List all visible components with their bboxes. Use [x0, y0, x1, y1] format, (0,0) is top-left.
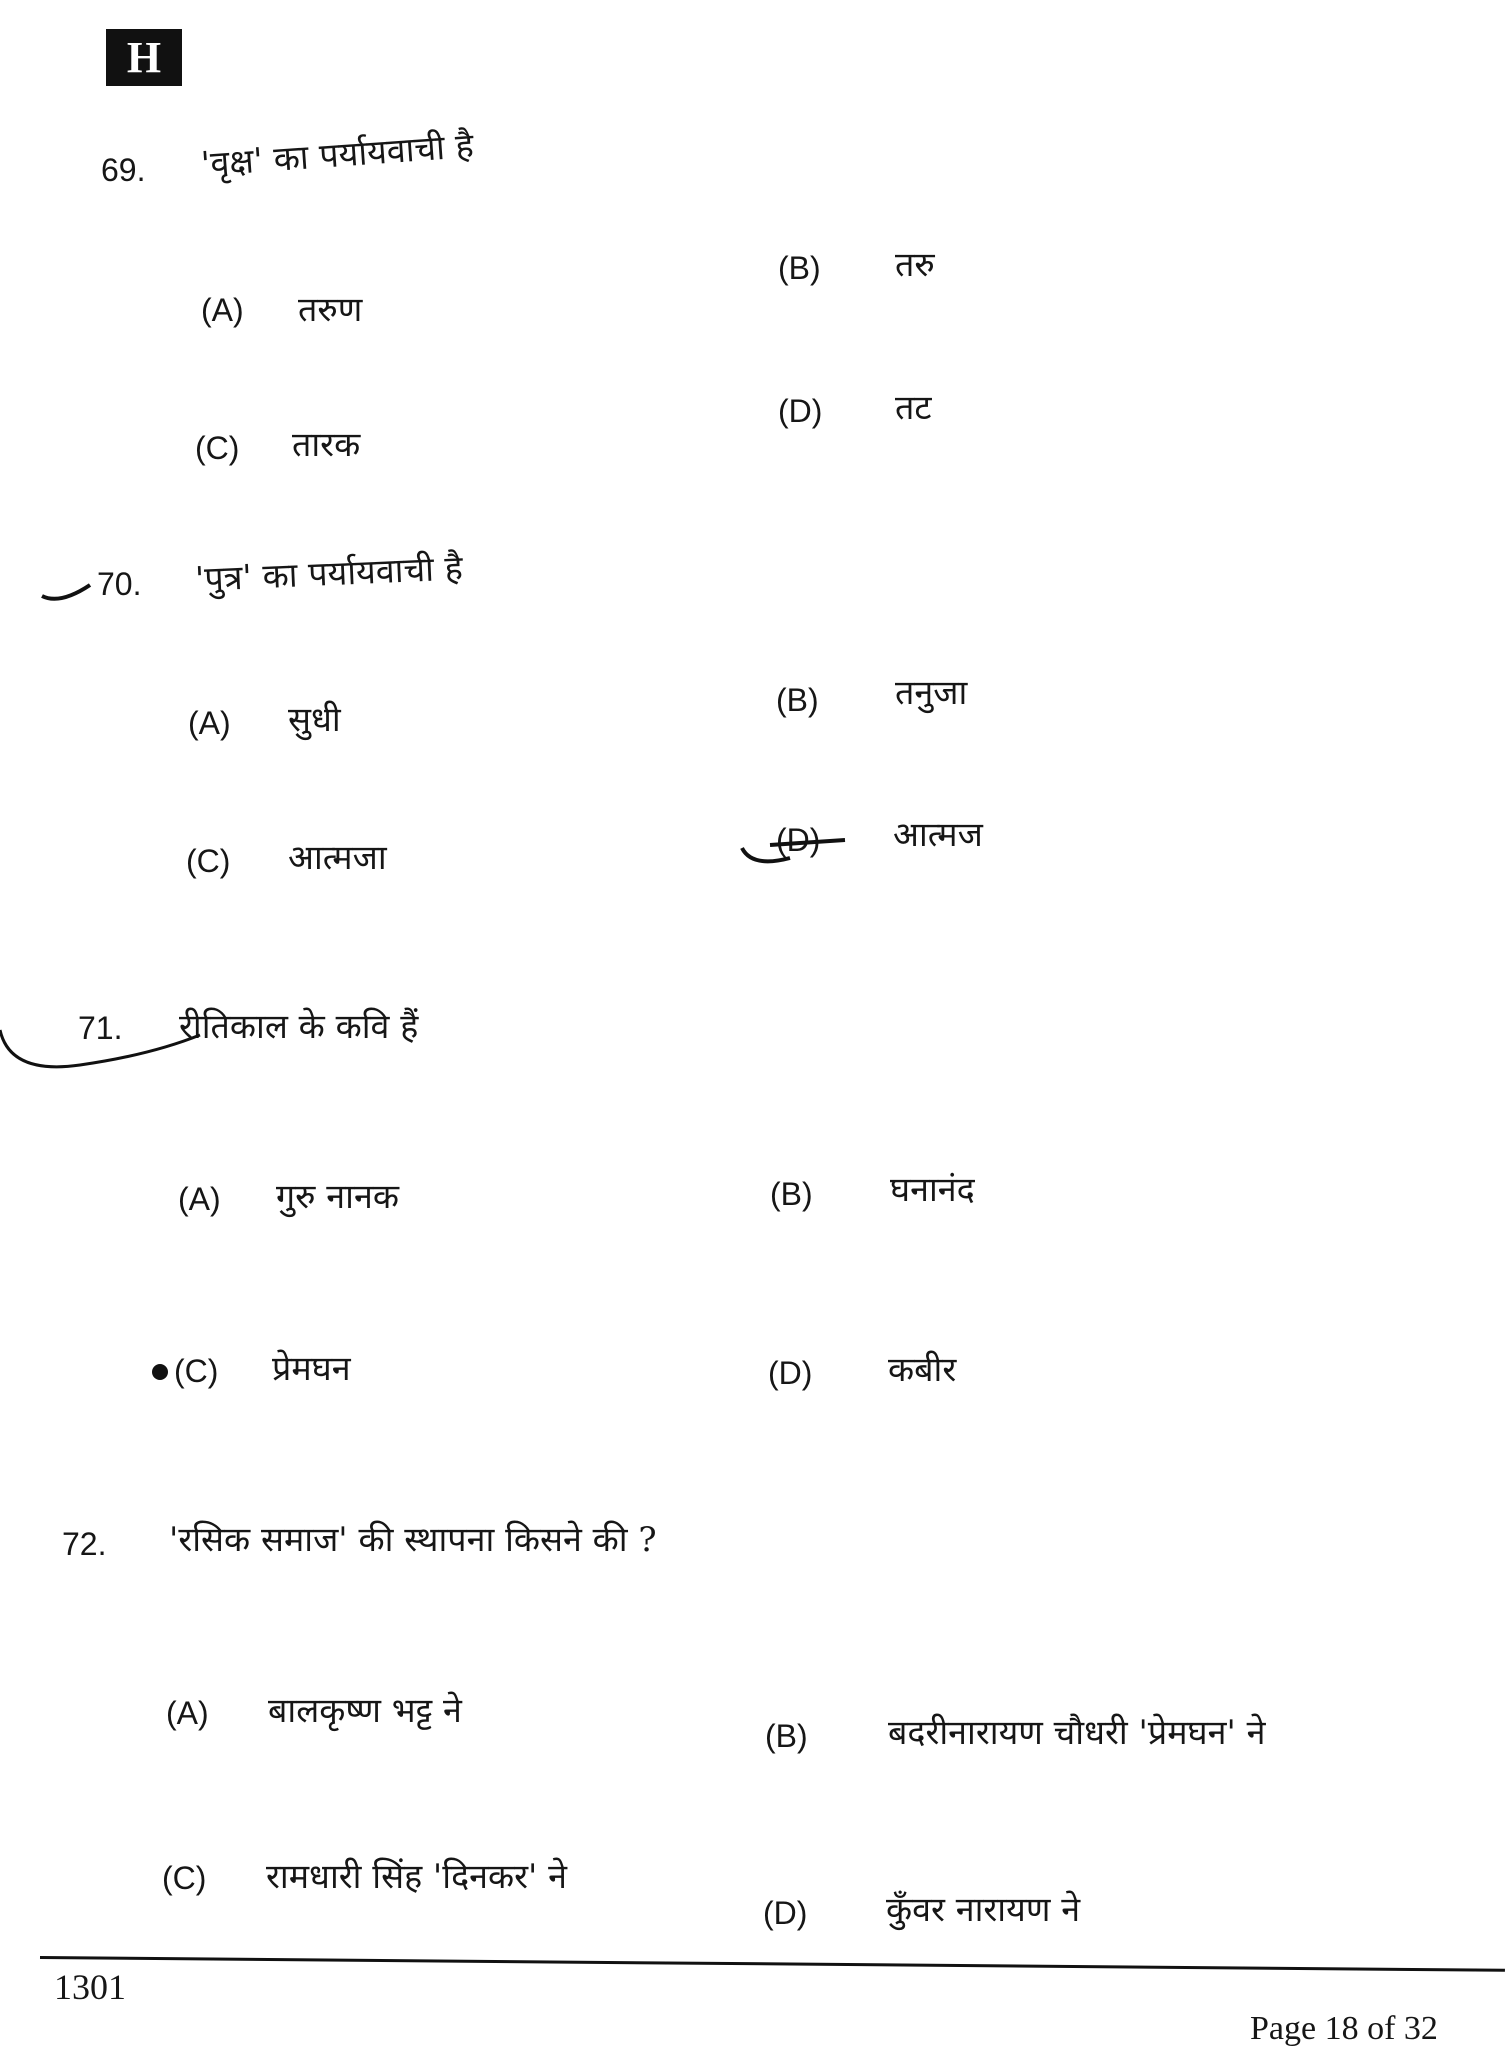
option-label-marked: (C) [174, 1353, 219, 1389]
option-text: प्रेमघन [272, 1349, 351, 1389]
question-text: 'रसिक समाज' की स्थापना किसने की ? [169, 1520, 657, 1560]
option-label: (A) [201, 292, 244, 328]
filled-dot-icon [152, 1364, 168, 1380]
page-number: Page 18 of 32 [1250, 2010, 1438, 2047]
option-text: घनानंद [890, 1170, 975, 1210]
question-number: 70. [97, 566, 142, 602]
option-text: रामधारी सिंह 'दिनकर' ने [266, 1857, 568, 1897]
option-label: (D) [768, 1355, 813, 1391]
option-text: आत्मज [893, 815, 983, 855]
option-text: तट [895, 388, 932, 428]
question-text: 'वृक्ष' का पर्यायवाची है [199, 125, 475, 185]
question-number: 71. [78, 1010, 123, 1046]
option-label: (A) [166, 1695, 209, 1731]
answer-mark-icon [742, 840, 845, 861]
option-label: (A) [178, 1181, 221, 1217]
option-text: तरु [895, 245, 935, 285]
question-text: 'पुत्र' का पर्यायवाची है [194, 548, 464, 600]
option-text: सुधी [288, 700, 341, 740]
option-text: आत्मजा [288, 838, 387, 878]
option-label: (C) [195, 430, 240, 466]
question-number: 72. [62, 1526, 107, 1562]
question-text: रीतिकाल के कवि हैं [179, 1007, 419, 1047]
option-text: तारक [292, 425, 361, 465]
paper-code: 1301 [54, 1967, 126, 2007]
option-label: (C) [186, 843, 231, 879]
option-text: कबीर [888, 1350, 957, 1390]
option-text: तरुण [298, 290, 363, 330]
option-label: (B) [778, 250, 821, 286]
underline-mark-icon [0, 1030, 200, 1067]
option-label-marked: (D) [776, 822, 821, 858]
option-label: (D) [763, 1895, 808, 1931]
set-code-badge: H [106, 29, 182, 86]
option-label: (D) [778, 393, 823, 429]
option-label: (B) [765, 1718, 808, 1754]
option-text: गुरु नानक [276, 1177, 399, 1217]
tick-mark-icon [42, 585, 90, 599]
option-text: तनुजा [895, 673, 968, 713]
option-label: (B) [770, 1176, 813, 1212]
option-label: (A) [188, 705, 231, 741]
option-label: (B) [776, 682, 819, 718]
option-text: बालकृष्ण भट्ट ने [268, 1691, 462, 1731]
option-label: (C) [162, 1860, 207, 1896]
option-text: कुँवर नारायण ने [886, 1890, 1081, 1930]
option-text: बदरीनारायण चौधरी 'प्रेमघन' ने [888, 1713, 1266, 1753]
question-number: 69. [101, 152, 146, 188]
